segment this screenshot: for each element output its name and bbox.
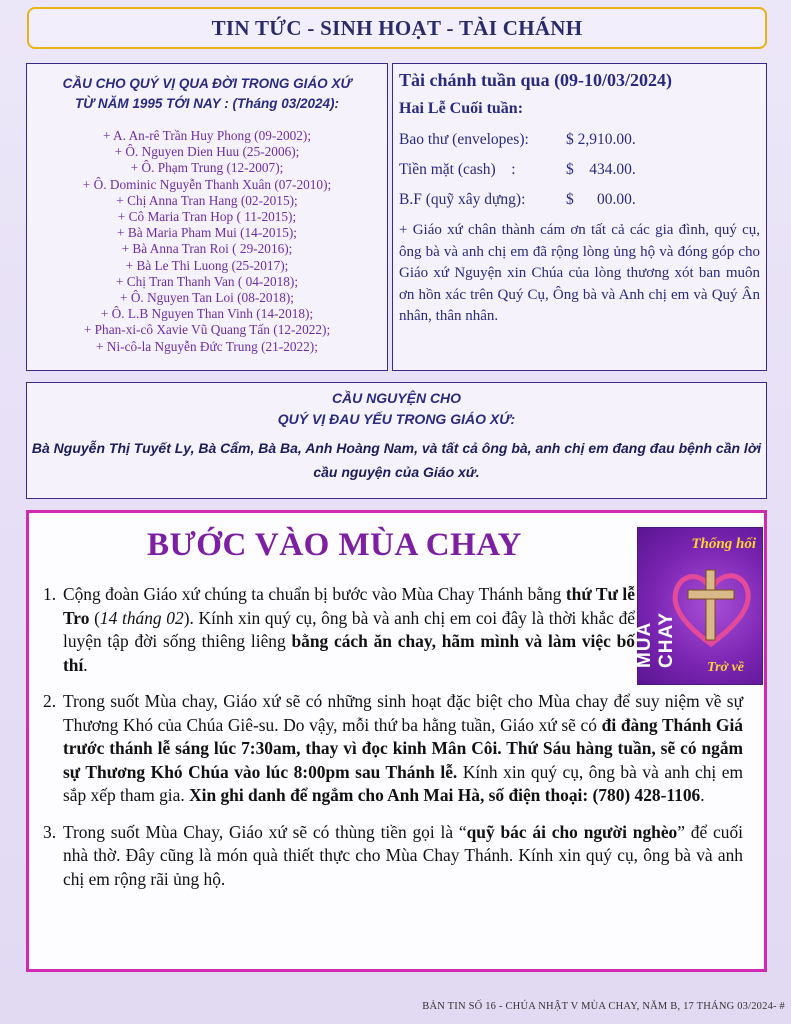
lent-item-text-part: Trong suốt Mùa Chay, Giáo xứ sẽ có thùng tiền gọi là “: [63, 821, 467, 842]
prayer-box: [26, 382, 767, 499]
finance-row: [399, 160, 760, 180]
page-header: [27, 7, 767, 49]
lent-item-text: [63, 821, 743, 892]
finance-value: $ 434.00.: [566, 161, 636, 178]
finance-label: B.F (quỹ xây dựng):: [399, 191, 526, 208]
prayer-line2: QUÝ VỊ ĐAU YẾU TRONG GIÁO XỨ:: [277, 411, 516, 427]
lent-item-text-part: bằng cách ăn chay, hãm mình và làm việc bố thí: [63, 631, 635, 675]
memorial-title: [27, 74, 387, 114]
lent-item-text-part: ” để cuối nhà thờ. Đây cũng là món quà thiết thực cho Mùa Chay Thánh. Kính xin quý cụ, ông bà và anh chị em rộng rãi ủng hộ.: [63, 821, 743, 889]
lent-item-text-part: .: [83, 654, 88, 675]
lent-item-text: [63, 583, 635, 677]
lent-item: [43, 690, 743, 808]
lent-image-bottom-text: Trở về: [707, 660, 744, 675]
memorial-name: + Ô. Phạm Trung (12-2007);: [130, 160, 284, 176]
finance-value: $ 00.00.: [566, 191, 636, 208]
lent-items: [43, 583, 743, 891]
memorial-name: + Chị Tran Thanh Van ( 04-2018);: [115, 273, 299, 289]
finance-row: [399, 190, 760, 210]
finance-note: + Giáo xứ chân thành cám ơn tất cả các gia đình, quý cụ, ông bà và anh chị em đã rộng lòng ủng hộ và đóng góp cho Giáo xứ Nguyện xin Chúa của lòng thương xót ban muôn ơn hồn xác trên Quý Cụ, Ông bà và Anh chị em và Quý Ân nhân, thân nhân.: [399, 222, 760, 324]
lent-item-text-part: Xin ghi danh để ngắm cho Anh Mai Hà, số điện thoại: (780) 428-1106: [189, 785, 701, 805]
lent-item-text-part: .: [700, 785, 705, 805]
lent-item-number: 3.: [43, 821, 57, 842]
memorial-box: [26, 63, 388, 371]
lent-image-vertical-text: MÙA CHAY: [634, 611, 677, 668]
lent-item-text-part: Cộng đoàn Giáo xứ chúng ta chuẩn bị bước vào Mùa Chay Thánh bằng: [63, 584, 566, 604]
memorial-name: + Bà Anna Tran Roi ( 29-2016);: [121, 241, 293, 257]
memorial-title-line1: CẦU CHO QUÝ VỊ QUA ĐỜI TRONG GIÁO XỨ: [62, 76, 352, 91]
prayer-line1: CẦU NGUYỆN CHO: [331, 390, 462, 406]
memorial-name: + Ô. Nguyen Tan Loi (08-2018);: [120, 290, 294, 306]
lent-item-text-part: quỹ bác ái cho người nghèo: [466, 821, 678, 842]
memorial-name: + Phan-xi-cô Xavie Vũ Quang Tấn (12-2022);: [83, 322, 331, 338]
memorial-name: + Cô Maria Tran Hop ( 11-2015);: [117, 209, 297, 225]
lent-item-number: 1.: [43, 584, 57, 604]
lent-item-text-part: ). Kính xin quý cụ, ông bà và anh chị em coi đây là thời khắc để luyện tập đời sống thiêng liêng: [63, 607, 635, 651]
footer: BẢN TIN SỐ 16 - CHÚA NHẬT V MÙA CHAY, NĂM B, 17 THÁNG 03/2024- #: [422, 1001, 785, 1012]
finance-label: Bao thư (envelopes):: [399, 131, 529, 148]
lent-item-text-part: thứ Tư lễ Tro: [63, 584, 635, 628]
finance-label: Tiền mặt (cash) :: [399, 161, 516, 178]
prayer-heading: [27, 388, 766, 430]
memorial-name: + Ô. Nguyen Dien Huu (25-2006);: [114, 144, 300, 160]
lent-item-text: [63, 690, 743, 808]
memorial-title-line2: TỪ NĂM 1995 TỚI NAY : (Tháng 03/2024):: [74, 96, 340, 111]
lent-item-text-part: 14 tháng 02: [99, 607, 184, 628]
lent-title: BƯỚC VÀO MÙA CHAY: [147, 527, 522, 563]
memorial-list: [27, 128, 387, 355]
lent-box: [26, 510, 767, 972]
memorial-name: + A. An-rê Trần Huy Phong (09-2002);: [102, 128, 312, 143]
lent-item-text-part: đi đàng Thánh Giá trước thánh lễ sáng lúc 7:30am, thay vì đọc kinh Mân Côi. Thứ Sáu hàng tuần, sẽ có ngắm sự Thương Khó Chúa vào lúc 8:00pm sau Thánh lễ.: [63, 714, 743, 782]
memorial-name: + Bà Maria Pham Mui (14-2015);: [117, 225, 297, 241]
prayer-body: Bà Nguyễn Thị Tuyết Ly, Bà Cẩm, Bà Ba, Anh Hoàng Nam, và tất cả ông bà, anh chị em đang đau bệnh cần lời cầu nguyện của Giáo xứ.: [31, 440, 762, 480]
lent-item-number: 2.: [43, 691, 57, 711]
header-title: TIN TỨC - SINH HOẠT - TÀI CHÁNH: [211, 15, 583, 40]
lent-item-text-part: (: [89, 607, 100, 628]
memorial-name: + Bà Le Thi Luong (25-2017);: [125, 257, 289, 273]
memorial-name: + Ô. L.B Nguyen Than Vinh (14-2018);: [100, 306, 314, 322]
finance-title: Tài chánh tuần qua (09-10/03/2024): [399, 70, 673, 90]
lent-item: [43, 583, 635, 677]
lent-item-text-part: Kính xin quý cụ, ông bà và anh chị em sắp xếp tham gia.: [63, 761, 743, 805]
memorial-name: + Ô. Dominic Nguyễn Thanh Xuân (07-2010);: [82, 176, 332, 192]
lent-image-top-text: Thống hối: [691, 536, 756, 552]
finance-subtitle: Hai Lễ Cuối tuần:: [399, 100, 524, 117]
finance-box: [392, 63, 767, 371]
finance-value: $ 2,910.00.: [566, 131, 636, 148]
memorial-name: + Ni-cô-la Nguyễn Đức Trung (21-2022);: [96, 338, 318, 354]
lent-item: [43, 821, 743, 892]
memorial-name: + Chị Anna Tran Hang (02-2015);: [116, 192, 298, 208]
finance-row: [399, 130, 760, 150]
lent-item-text-part: Trong suốt Mùa chay, Giáo xứ sẽ có những sinh hoạt đặc biệt cho Mùa chay để suy niệm về sự Thương Khó của Chúa Giê-su. Do vậy, mỗi thứ ba hằng tuần, Giáo xứ sẽ có: [63, 691, 743, 735]
